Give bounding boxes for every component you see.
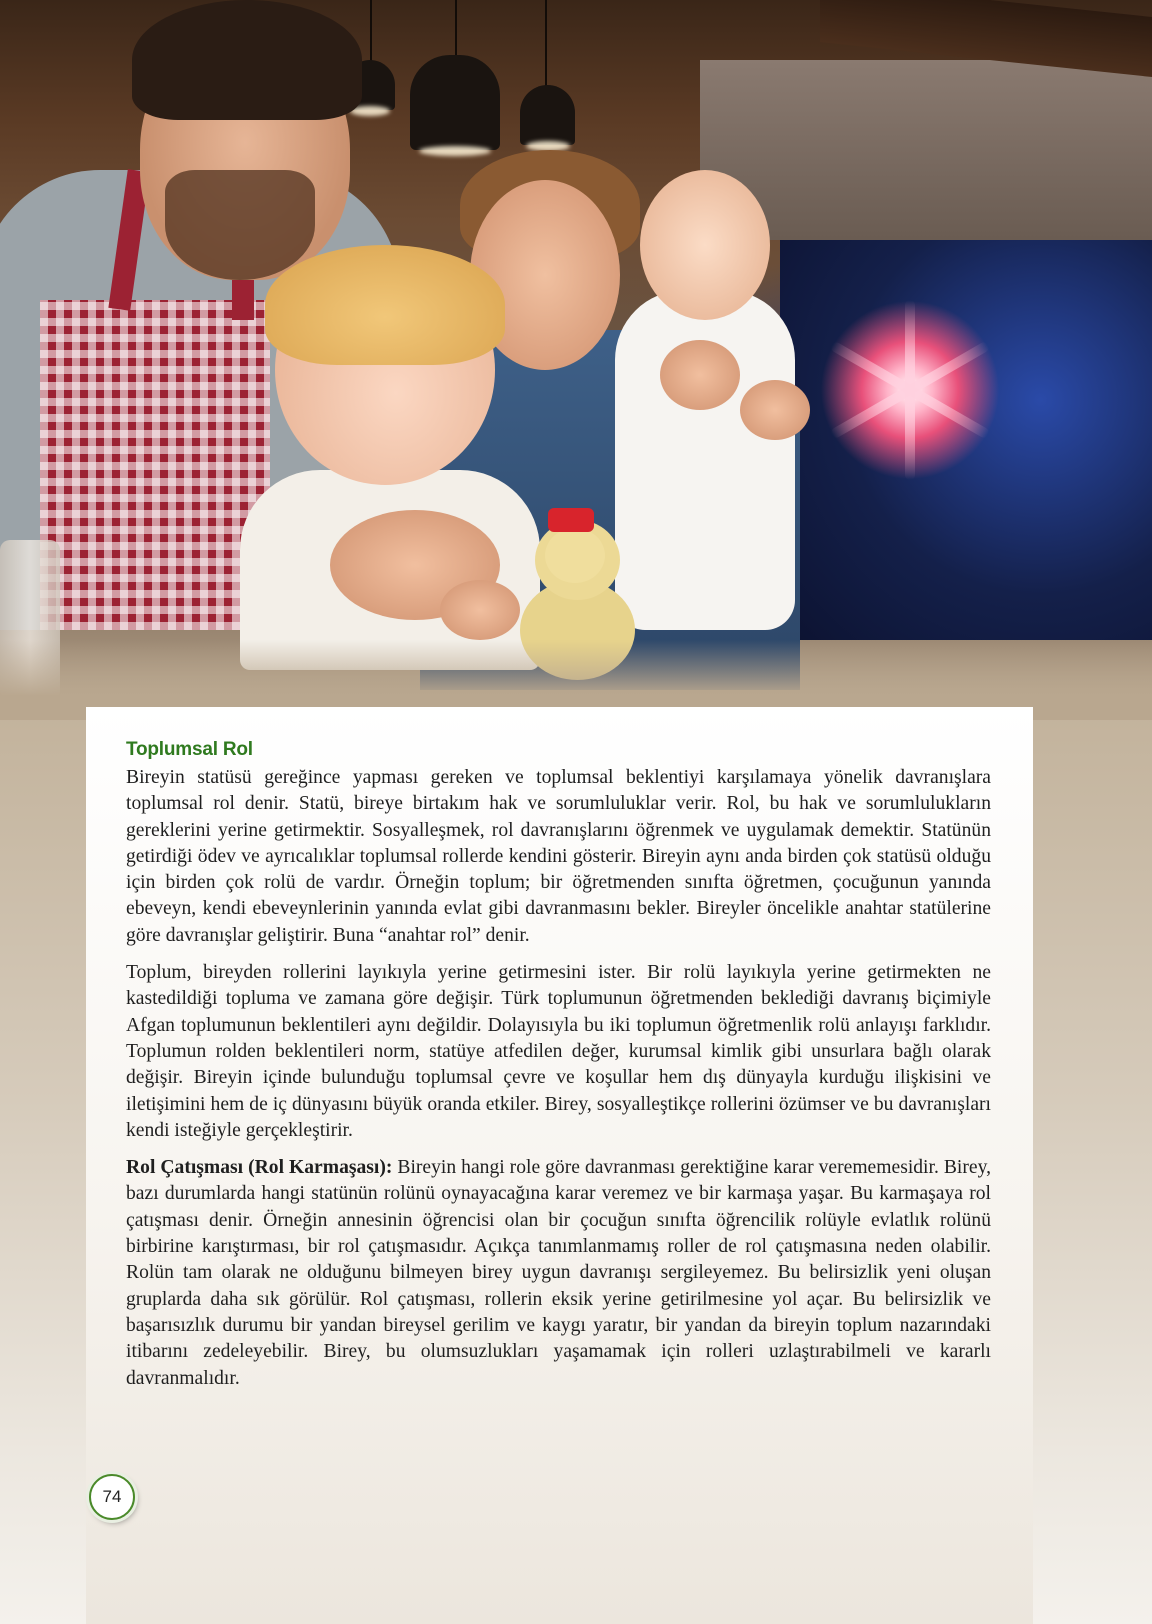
photo-lamp-cord [545, 0, 547, 90]
paragraph-definition: Bireyin statüsü gereğince yapması gereken ve toplumsal beklentiyi karşılamaya yönelik davranışlara toplumsal rol denir. Statü, bireye birtakım hak ve sorumluluklar verir. Rol, bu hak ve sorumlulukların gereklerini yerine getirmektir. Sosyalleşmek, rol davranışlarını öğrenmek ve uygulamak demektir. Statünün getirdiği ödev ve ayrıcalıklar toplumsal rollerde kendini gösterir. Bireyin aynı anda birden çok statüsü olduğu için birden çok rolü de vardır. Örneğin toplum; bir öğretmenden sınıfta öğretmen, çocuğunun yanında ebeveyn, kendi ebeveynlerinin yanında evlat gibi davranmasını bekler. Bireyler öncelikle anahtar statülerine göre davranışlar geliştirir. Buna “anahtar rol” denir. [126, 767, 991, 946]
text-panel [86, 707, 1033, 1624]
photo-dough-snowman-head [545, 528, 605, 583]
photo-lamp-cord [455, 0, 457, 60]
photo-woman-hand [660, 340, 740, 410]
photo-woman-hand [740, 380, 810, 440]
section-heading: Toplumsal Rol [126, 739, 253, 760]
paragraph-role-conflict [126, 1155, 991, 1392]
photo-dough-snowman-hat [548, 508, 594, 532]
paragraph-expectations: Toplum, bireyden rollerini layıkıyla yerine getirmesini ister. Bir rolü layıkıyla yerine getirmekten ne kastedildiği topluma ve zamana göre değişir. Türk toplumunun öğretmenden beklediği davranış biçimiyle Afgan toplumunun beklentileri aynı değildir. Dolayısıyla bu iki toplumun öğretmenlik rolü anlayışı farklıdır. Toplumun rolden beklentileri norm, statüye atfedilen değer, kurumsal kimlik gibi unsurlara bağlı olarak değişir. Bireyin içinde bulunduğu toplumsal çevre ve koşullar hem dış dünyayla kurduğu ilişkisini ve iletişimini hem de iç dünyasını büyük oranda etkiler. Birey, sosyalleştikçe rollerini özümser ve bu davranışları kendi isteğiyle gerçekleştirir. [126, 962, 991, 1141]
role-conflict-term: Rol Çatışması (Rol Karmaşası): [126, 1157, 393, 1179]
photo-toddler-hand [440, 580, 520, 640]
page-number: 74 [102, 1487, 122, 1506]
photo-wall [700, 60, 1152, 240]
photo-man-beard [165, 170, 315, 280]
photo-toddler-hair [265, 245, 505, 365]
photo-checkered-apron [40, 300, 270, 630]
photo-baby-head [640, 170, 770, 320]
photo-man-hair [132, 0, 362, 120]
photo-lamp [520, 85, 575, 145]
family-baking-photo [0, 0, 1152, 720]
photo-lamp [410, 55, 500, 150]
role-conflict-text: Bireyin hangi role göre davranması gerektiğine karar verememesidir. Birey, bazı durumlarda hangi statünün rolünü oynayacağına karar veremez ve bir karmaşa yaşar. Bu karmaşaya rol çatışması denir. Örneğin annesinin öğrencisi olan bir çocuğun sınıfta öğrencilik rolüyle evlatlık rolünü birbirine karıştırması, bir rol çatışmasıdır. Açıkça tanımlanmamış roller de rol çatışmasına neden olabilir. Rolün tam olarak ne olduğunu bilmeyen birey uygun davranışı sergileyemez. Bu belirsizlik yeni oluşan gruplarda daha sık görülür. Rol çatışması, rollerin eksik yerine getirilmesine yol açar. Bu belirsizlik ve başarısızlık durumu bir yandan bireysel gerilim ve kaygı yaratır, bir yandan da bireyin toplum nazarındaki itibarını zedeleyebilir. Birey, bu olumsuzlukları yaşamamak için rolleri uzlaştırabilmeli ve kararlı davranmalıdır. [126, 1157, 991, 1389]
page-number-badge [89, 1474, 135, 1520]
